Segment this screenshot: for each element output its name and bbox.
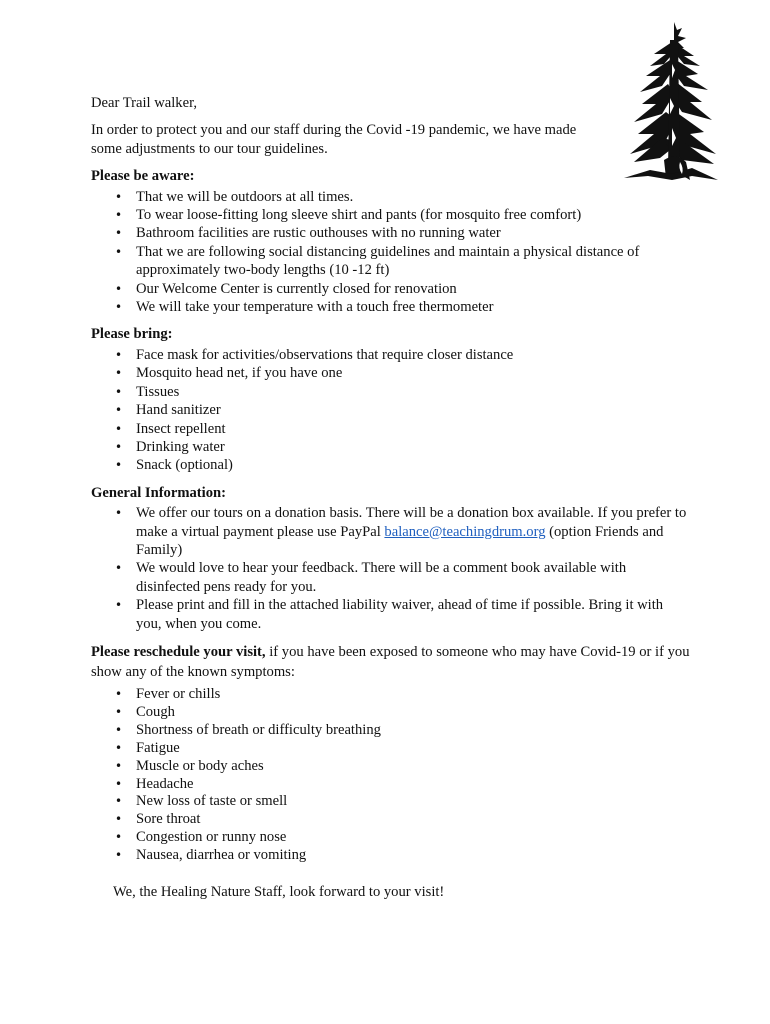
closing-line: We, the Healing Nature Staff, look forward to your visit!	[113, 884, 445, 901]
list-item: • We will take your temperature with a touch free thermometer	[91, 298, 691, 316]
general-list	[91, 504, 691, 633]
list-item: • Headache	[91, 776, 691, 794]
list-item: • Congestion or runny nose	[91, 829, 691, 847]
list-item: • Snack (optional)	[91, 456, 691, 474]
list-item: • We would love to hear your feedback. There will be a comment book available with disinfected pens ready for you.	[91, 559, 691, 596]
paypal-email-link[interactable]: balance@teachingdrum.org	[384, 523, 546, 540]
list-item: • Shortness of breath or difficulty breathing	[91, 722, 691, 740]
list-item: • New loss of taste or smell	[91, 793, 691, 811]
list-item: • Insect repellent	[91, 420, 691, 438]
greeting: Dear Trail walker,	[91, 95, 198, 111]
list-item: • Cough	[91, 704, 691, 722]
symptoms-list	[91, 686, 691, 865]
donation-option-text: (option Friends and Family)	[136, 523, 664, 558]
reschedule-paragraph	[91, 642, 691, 682]
list-item: • Mosquito head net, if you have one	[91, 364, 691, 382]
bring-list	[91, 346, 691, 475]
list-item	[91, 504, 691, 559]
aware-list	[91, 188, 691, 317]
list-item: • Bathroom facilities are rustic outhouses with no running water	[91, 224, 691, 242]
list-item: • Sore throat	[91, 811, 691, 829]
list-item: • Fever or chills	[91, 686, 691, 704]
list-item: • Our Welcome Center is currently closed for renovation	[91, 280, 691, 298]
bring-heading: Please bring:	[91, 326, 173, 343]
list-item: • Tissues	[91, 383, 691, 401]
list-item: • Hand sanitizer	[91, 401, 691, 419]
donation-text: We offer our tours on a donation basis. There will be a donation box available. If you prefer to make a virtual payment please use PayPal	[136, 505, 687, 540]
reschedule-text: if you have been exposed to someone who may have Covid-19 or if you show any of the known symptoms:	[91, 643, 690, 680]
list-item: • Face mask for activities/observations that require closer distance	[91, 346, 691, 364]
list-item: • That we will be outdoors at all times.	[91, 188, 691, 206]
list-item: • Nausea, diarrhea or vomiting	[91, 847, 691, 865]
list-item: • Please print and fill in the attached liability waiver, ahead of time if possible. Bring it with you, when you come.	[91, 596, 691, 633]
list-item: • That we are following social distancing guidelines and maintain a physical distance of approximately two-body lengths (10 -12 ft)	[91, 243, 691, 280]
list-item: • Fatigue	[91, 740, 691, 758]
aware-heading: Please be aware:	[91, 168, 195, 185]
intro-paragraph: In order to protect you and our staff during the Covid -19 pandemic, we have made some adjustments to our tour guidelines.	[91, 122, 577, 157]
list-item: • Drinking water	[91, 438, 691, 456]
list-item: • To wear loose-fitting long sleeve shirt and pants (for mosquito free comfort)	[91, 206, 691, 224]
letter-body	[91, 94, 691, 901]
reschedule-bold: Please reschedule your visit,	[91, 643, 266, 660]
list-item: • Muscle or body aches	[91, 758, 691, 776]
general-heading: General Information:	[91, 484, 226, 501]
